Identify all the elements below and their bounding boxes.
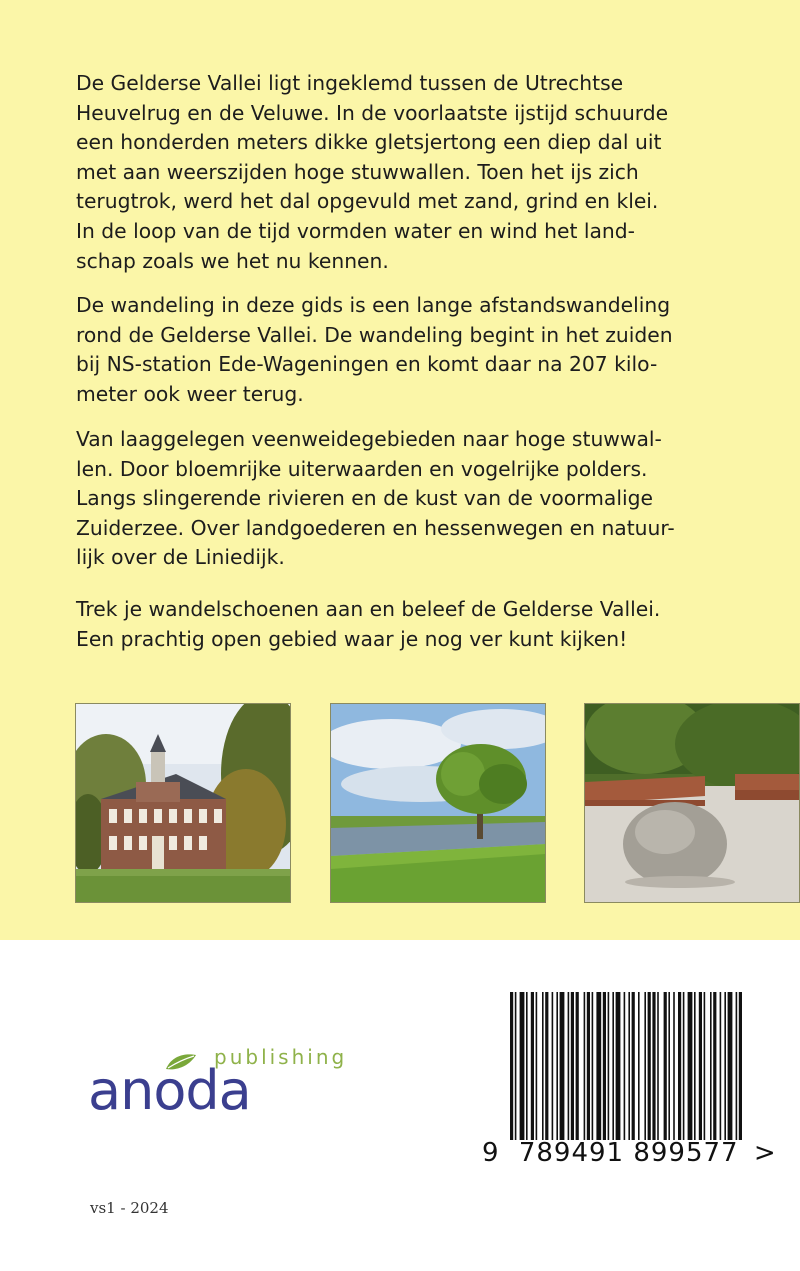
logo-tagline: publishing xyxy=(214,1045,348,1069)
barcode-bar xyxy=(536,992,538,1140)
barcode-bar xyxy=(736,992,738,1140)
barcode-bar xyxy=(720,992,722,1140)
paragraph-intro: De Gelderse Vallei ligt ingeklemd tussen de Utrechtse Heuvelrug en de Veluwe. In de voorlaatste ijstijd schuurde een honderden meters dikke gletsjertong een diep dal uit met aan weerszijden hoge stuwwallen. Toen het ijs zich terugtrok, werd het dal opgevuld met zand, grind en klei. In de loop van de tijd vormden water en wind het land- schap zoals we het nu kennen. xyxy=(76,71,669,273)
barcode-bar xyxy=(710,992,712,1140)
barcode-bar xyxy=(587,992,590,1140)
photo-river-landscape xyxy=(330,703,546,903)
paragraph-route: De wandeling in deze gids is een lange afstandswandeling rond de Gelderse Vallei. De wandeling begint in het zuiden bij NS-station Ede-Wageningen en komt daar na 207 kilo- meter ook weer terug. xyxy=(76,293,673,406)
barcode-bar xyxy=(683,992,685,1140)
barcode-bar xyxy=(699,992,702,1140)
barcode-bar xyxy=(704,992,706,1140)
barcode-bars xyxy=(508,992,744,1152)
barcode-bar xyxy=(568,992,570,1140)
barcode-bar xyxy=(644,992,646,1140)
anoda-publishing-logo xyxy=(88,1045,348,1125)
barcode-bar xyxy=(592,992,594,1140)
barcode-bar xyxy=(624,992,626,1140)
photo-boulder xyxy=(584,703,800,903)
paragraph-landscapes: Van laaggelegen veenweidegebieden naar hoge stuwwal- len. Door bloemrijke uiterwaarden en vogelrijke polders. Langs slingerende rivieren en de kust van de voormalige Zuiderzee. Over landgoederen en hessenwegen en natuur- lijk over de Liniedijk. xyxy=(76,427,675,570)
barcode-bar xyxy=(603,992,606,1140)
barcode-first-digit: 9 xyxy=(482,1138,500,1168)
barcode-bar xyxy=(545,992,548,1140)
barcode-bar xyxy=(515,992,517,1140)
barcode-group-2: 899577 xyxy=(633,1138,739,1168)
barcode-bar xyxy=(612,992,614,1140)
barcode-bar xyxy=(739,992,742,1140)
barcode-bar xyxy=(638,992,640,1140)
version-label: vs1 - 2024 xyxy=(90,1199,169,1217)
logo-wordmark: anoda xyxy=(88,1059,251,1122)
barcode-bar xyxy=(560,992,565,1140)
barcode-bar xyxy=(657,992,659,1140)
barcode-bar xyxy=(520,992,525,1140)
barcode-group-1: 789491 xyxy=(518,1138,625,1168)
barcode-bar xyxy=(713,992,716,1140)
barcode-bar xyxy=(584,992,586,1140)
barcode-arrow: > xyxy=(753,1138,777,1168)
barcode-bar xyxy=(694,992,696,1140)
barcode-bar xyxy=(724,992,726,1140)
barcode-bar xyxy=(668,992,670,1140)
barcode-bar xyxy=(652,992,655,1140)
barcode-bar xyxy=(648,992,651,1140)
barcode-bar xyxy=(596,992,601,1140)
barcode-bar xyxy=(542,992,544,1140)
barcode-bar xyxy=(552,992,554,1140)
barcode-bar xyxy=(526,992,528,1140)
barcode-bar xyxy=(510,992,513,1140)
barcode-bar xyxy=(608,992,610,1140)
barcode-bar xyxy=(531,992,534,1140)
barcode-bar xyxy=(571,992,574,1140)
barcode-bar xyxy=(673,992,675,1140)
barcode-bar xyxy=(576,992,579,1140)
barcode-number xyxy=(482,1138,777,1168)
barcode-bar xyxy=(728,992,733,1140)
barcode-bar xyxy=(688,992,693,1140)
paragraph-call-to-action: Trek je wandelschoenen aan en beleef de Gelderse Vallei. Een prachtig open gebied waar je nog ver kunt kijken! xyxy=(76,597,661,651)
barcode-bar xyxy=(556,992,558,1140)
barcode-bar xyxy=(678,992,681,1140)
isbn-barcode xyxy=(482,992,777,1184)
barcode-bar xyxy=(616,992,621,1140)
photo-estate-house xyxy=(75,703,291,903)
barcode-bar xyxy=(632,992,635,1140)
barcode-bar xyxy=(664,992,667,1140)
barcode-bar xyxy=(628,992,630,1140)
